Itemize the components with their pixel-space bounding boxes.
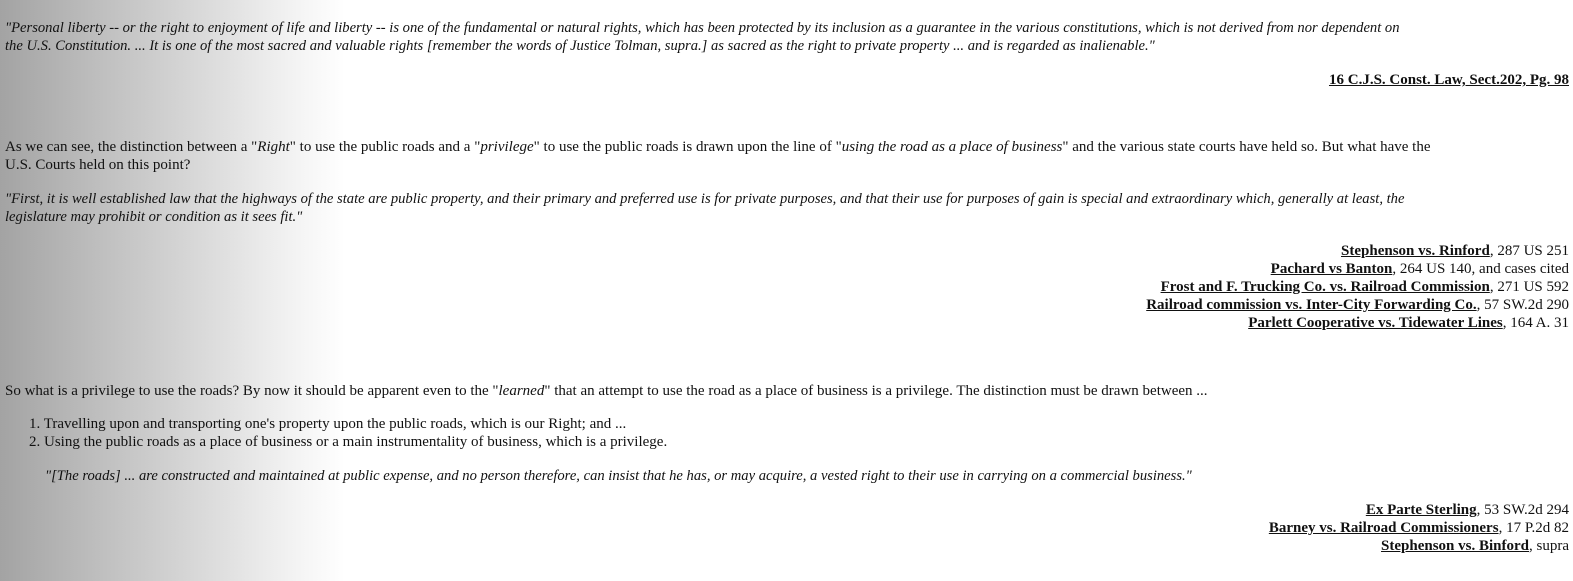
paragraph-line (5, 138, 1573, 156)
text-run: " to use the public roads is drawn upon the line of " (533, 139, 842, 155)
list-number: 1. (29, 416, 41, 432)
quote-line: the U.S. Constitution. ... It is one of the most sacred and valuable rights [remember the words of Justice Tolman, supra.] as sacred as the right to private property ... and is regarded as inalienable." (5, 38, 1155, 54)
citation-ref: , 287 US 251 (1489, 243, 1569, 259)
citation-ref: , 57 SW.2d 290 (1476, 297, 1569, 313)
list-text: Using the public roads as a place of business or a main instrumentality of business, which is a privilege. (44, 434, 668, 450)
case-link[interactable]: Pachard vs Banton (1270, 261, 1393, 277)
citation-ref: , 164 A. 31 (1502, 315, 1569, 331)
citation-item (1269, 537, 1569, 555)
case-link[interactable]: Frost and F. Trucking Co. vs. Railroad Commission (1160, 279, 1490, 295)
distinction-list (29, 415, 1573, 451)
case-link[interactable]: Railroad commission vs. Inter-City Forwarding Co. (1146, 297, 1477, 313)
list-number: 2. (29, 434, 41, 450)
quote-personal-liberty (5, 19, 1573, 55)
case-link[interactable]: Parlett Cooperative vs. Tidewater Lines (1248, 315, 1503, 331)
citation-cjs[interactable] (1329, 71, 1569, 89)
quote-roads: "[The roads] ... are constructed and maintained at public expense, and no person therefore, can insist that he has, or may acquire, a vested right to their use in carrying on a commercial business." (45, 468, 1192, 484)
paragraph-privilege (5, 382, 1573, 400)
citation-item (1146, 296, 1569, 314)
citation-item (1146, 260, 1569, 278)
emphasis-business: using the road as a place of business (841, 139, 1063, 155)
case-link[interactable]: Stephenson vs. Rinford (1341, 243, 1490, 259)
emphasis-privilege: privilege (480, 139, 534, 155)
citation-ref: , supra (1529, 538, 1569, 554)
case-link[interactable]: Stephenson vs. Binford (1381, 538, 1529, 554)
text-run: " to use the public roads and a " (289, 139, 481, 155)
citation-item (1146, 242, 1569, 260)
quote-highways (5, 190, 1573, 226)
citation-link[interactable]: 16 C.J.S. Const. Law, Sect.202, Pg. 98 (1328, 72, 1569, 88)
citation-item (1146, 278, 1569, 296)
citation-ref: , 53 SW.2d 294 (1476, 502, 1569, 518)
citation-item (1269, 519, 1569, 537)
quote-line: "First, it is well established law that the highways of the state are public property, and their primary and preferred use is for private purposes, and that their use for purposes of gain is special and extraordinary which, generally at least, the (5, 191, 1405, 207)
quote-line: legislature may prohibit or condition as it sees fit." (5, 209, 303, 225)
case-link[interactable]: Barney vs. Railroad Commissioners (1268, 520, 1499, 536)
quote-line: "Personal liberty -- or the right to enjoyment of life and liberty -- is one of the fundamental or natural rights, which has been protected by its inclusion as a guarantee in the various constitutions, which is not derived from nor dependent on (5, 20, 1400, 36)
text-run: So what is a privilege to use the roads? By now it should be apparent even to the " (5, 383, 499, 399)
list-text: Travelling upon and transporting one's property upon the public roads, which is our Right; and ... (43, 416, 627, 432)
citation-ref: , 17 P.2d 82 (1498, 520, 1569, 536)
citation-item (1146, 314, 1569, 332)
emphasis-learned: learned (498, 383, 545, 399)
citation-ref: , 271 US 592 (1489, 279, 1569, 295)
list-item (29, 433, 1573, 451)
paragraph-distinction (5, 138, 1573, 174)
emphasis-right: Right (257, 139, 290, 155)
text-run: " and the various state courts have held so. But what have the (1062, 139, 1431, 155)
citation-list-highways (1146, 242, 1569, 332)
paragraph-line: U.S. Courts held on this point? (5, 157, 191, 173)
citation-ref: , 264 US 140, and cases cited (1392, 261, 1569, 277)
citation-item (1269, 501, 1569, 519)
list-item (29, 415, 1573, 433)
text-run: " that an attempt to use the road as a place of business is a privilege. The distinction must be drawn between ... (544, 383, 1208, 399)
case-link[interactable]: Ex Parte Sterling (1365, 502, 1477, 518)
text-run: As we can see, the distinction between a " (5, 139, 258, 155)
citation-list-roads (1269, 501, 1569, 555)
